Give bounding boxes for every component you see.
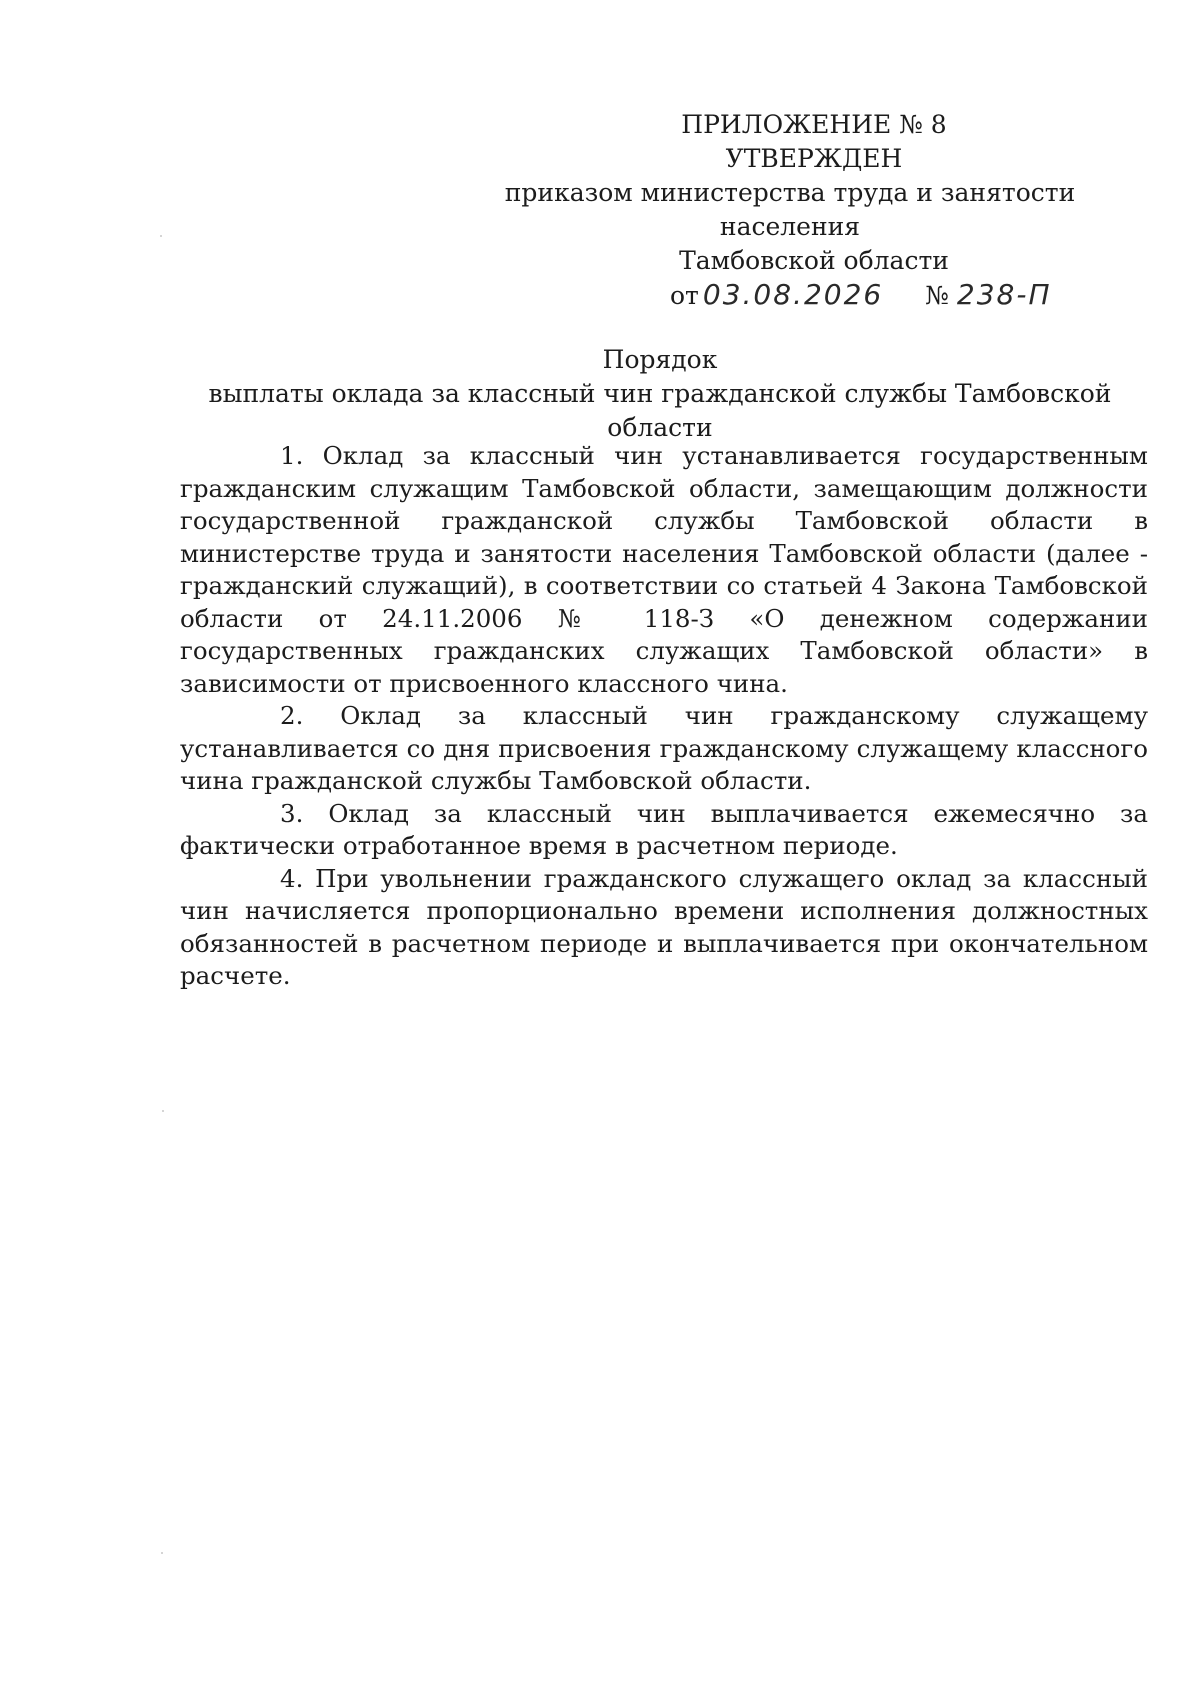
scan-speck xyxy=(162,1110,164,1112)
paragraph-4: 4. При увольнении гражданского служащего оклад за классный чин начисляется пропорционально времени исполнения должностных обязанностей в расчетном периоде и выплачивается при окончательном расчете. xyxy=(180,863,1148,990)
order-region: Тамбовской области xyxy=(679,246,949,275)
order-authority: приказом министерства труда и занятости населения xyxy=(504,178,1076,241)
paragraph-1: 1. Оклад за классный чин устанавливается государственным гражданским служащим Тамбовской области, замещающим должности государственной гражданской службы Тамбовской области в министерстве труда и занятости населения Тамбовской области (далее - гражданский служащий), в соответствии со статьей 4 Закона Тамбовской области от 24.11.2006 № 118-З «О денежном содержании государственных гражданских служащих Тамбовской области» в зависимости от присвоенного классного чина. xyxy=(180,441,1148,698)
order-date-number-line xyxy=(460,278,1120,313)
paragraph-2: 2. Оклад за классный чин гражданскому служащему устанавливается со дня присвоения гражданскому служащему классного чина гражданской службы Тамбовской области. xyxy=(180,701,1148,795)
date-prefix: от xyxy=(670,281,699,310)
handwritten-date: 03.08.2026 xyxy=(702,278,884,311)
scan-speck xyxy=(160,235,162,237)
document-title xyxy=(180,343,1140,445)
handwritten-order-number: 238-П xyxy=(956,278,1052,311)
document-body xyxy=(180,440,1148,993)
number-sign: № xyxy=(925,281,949,310)
title-line-1: Порядок xyxy=(602,345,718,374)
approval-header xyxy=(460,108,1120,313)
scan-speck xyxy=(161,1552,163,1554)
approved-label: УТВЕРЖДЕН xyxy=(725,144,903,173)
title-line-2: выплаты оклада за классный чин гражданской службы Тамбовской области xyxy=(208,379,1112,442)
paragraph-3: 3. Оклад за классный чин выплачивается ежемесячно за фактически отработанное время в расчетном периоде. xyxy=(180,798,1148,860)
appendix-number: ПРИЛОЖЕНИЕ № 8 xyxy=(681,110,947,139)
